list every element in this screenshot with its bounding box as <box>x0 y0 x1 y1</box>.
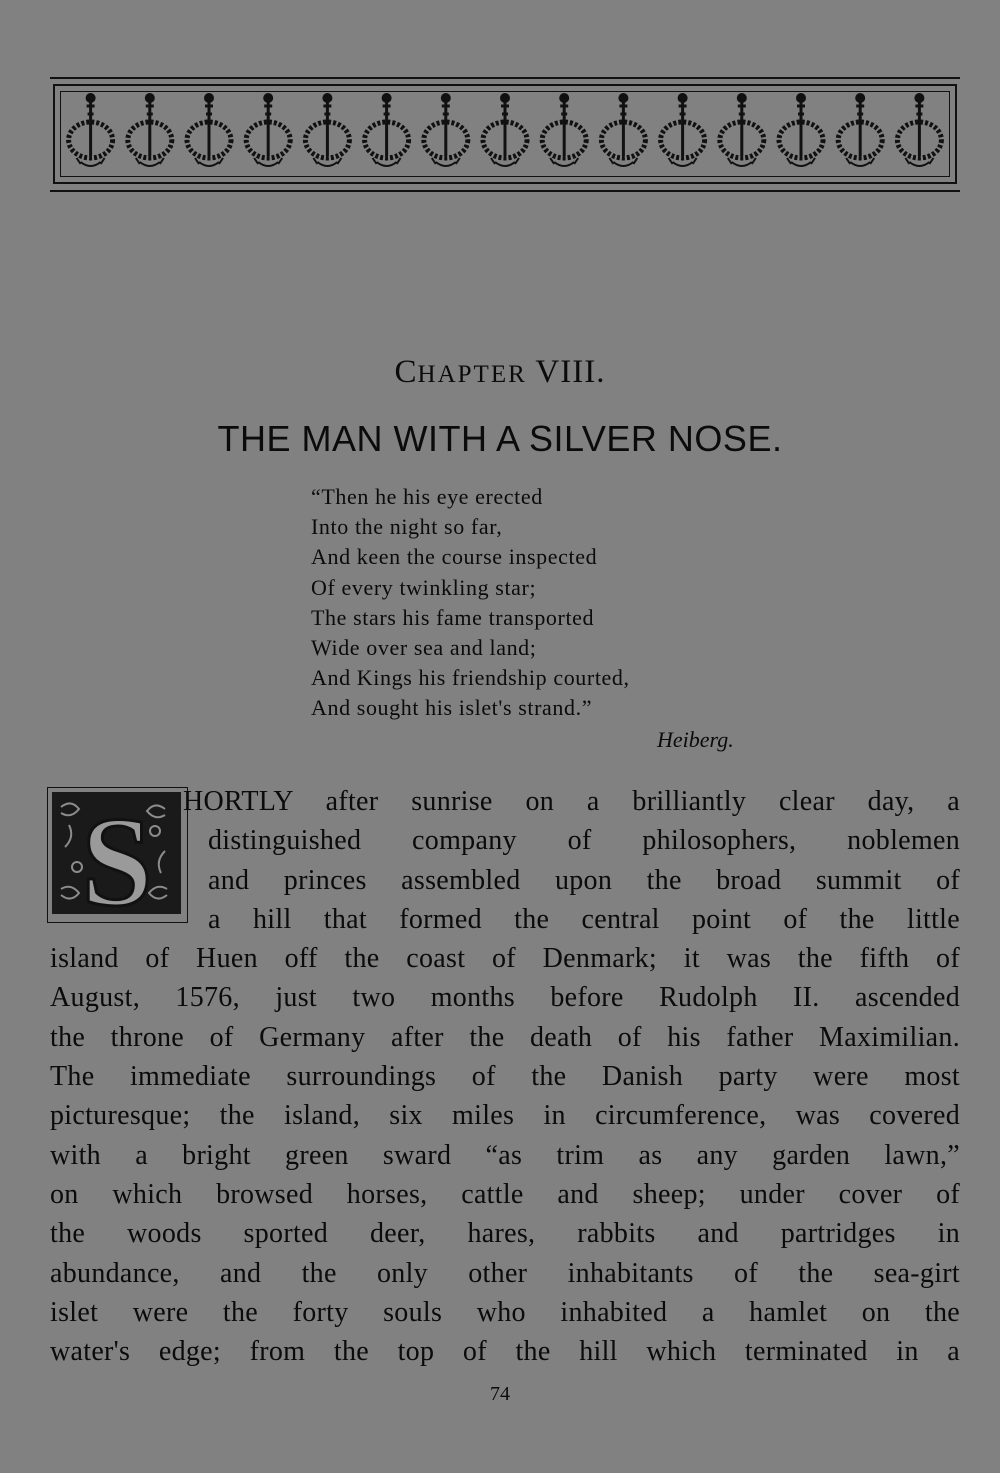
wreath-ornament-row <box>61 92 949 176</box>
wreath-ornament <box>424 94 468 166</box>
wreath-ornament <box>661 94 705 166</box>
chapter-label-initial: C <box>394 354 418 390</box>
ornamental-header-inner-frame <box>60 91 950 177</box>
verse-line: The stars his fame transported <box>311 604 595 630</box>
text-line: a hill that formed the central point of the little <box>208 903 960 935</box>
ornament-rule-top <box>50 77 960 79</box>
text-line: on which browsed horses, cattle and sheep; under cover of <box>50 1178 960 1210</box>
verse-line: And sought his islet's strand.” <box>311 695 593 721</box>
text-line: the throne of Germany after the death of his father Maximilian. <box>50 1021 960 1053</box>
wreath-ornament <box>305 94 349 166</box>
wreath-ornament <box>601 94 645 166</box>
chapter-label-rest: HAPTER <box>417 361 527 388</box>
wreath-ornament <box>69 94 113 166</box>
epigraph-attribution: Heiberg. <box>657 727 734 752</box>
text-line: and princes assembled upon the broad summit of <box>208 864 960 896</box>
ornament-rule-bottom <box>50 190 960 192</box>
verse-line: Wide over sea and land; <box>311 635 537 661</box>
text-line: island of Huen off the coast of Denmark; it was the fifth of <box>50 943 960 975</box>
wreath-ornament <box>246 94 290 166</box>
text-line: distinguished company of philosophers, noblemen <box>208 825 960 857</box>
verse-line: And Kings his friendship courted, <box>311 665 630 691</box>
chapter-title: THE MAN WITH A SILVER NOSE. <box>217 418 783 459</box>
text-line: water's edge; from the top of the hill which terminated in a <box>50 1336 960 1368</box>
wreath-ornament <box>483 94 527 166</box>
verse-line: Of every twinkling star; <box>311 574 537 600</box>
wreath-ornament <box>897 94 941 166</box>
page-number: 74 <box>490 1383 510 1405</box>
wreath-ornament <box>365 94 409 166</box>
verse-line: And keen the course inspected <box>311 544 598 570</box>
wreath-ornament <box>720 94 764 166</box>
text-line: abundance, and the only other inhabitants of the sea-girt <box>50 1257 960 1289</box>
text-line: with a bright green sward “as trim as any garden lawn,” <box>50 1139 960 1171</box>
chapter-numeral: VIII. <box>535 354 606 390</box>
wreath-ornament <box>187 94 231 166</box>
verse-line: “Then he his eye erected <box>311 484 543 509</box>
text-line: The immediate surroundings of the Danish party were most <box>50 1061 960 1093</box>
epigraph-verse <box>311 482 630 724</box>
initial-letter: S <box>81 791 153 923</box>
text-line: August, 1576, just two months before Rudolph II. ascended <box>50 982 960 1014</box>
text-line: the woods sported deer, hares, rabbits and partridges in <box>50 1218 960 1250</box>
wreath-ornament <box>838 94 882 166</box>
wreath-ornament <box>128 94 172 166</box>
wreath-ornament <box>542 94 586 166</box>
wreath-ornament <box>779 94 823 166</box>
text-line: islet were the forty souls who inhabited a hamlet on the <box>50 1296 960 1328</box>
verse-line: Into the night so far, <box>311 514 503 540</box>
body-paragraph <box>50 782 960 1371</box>
text-line: picturesque; the island, six miles in circumference, was covered <box>50 1100 960 1132</box>
chapter-heading <box>0 354 1000 391</box>
text-line: HORTLY after sunrise on a brilliantly clear day, a <box>183 786 960 817</box>
